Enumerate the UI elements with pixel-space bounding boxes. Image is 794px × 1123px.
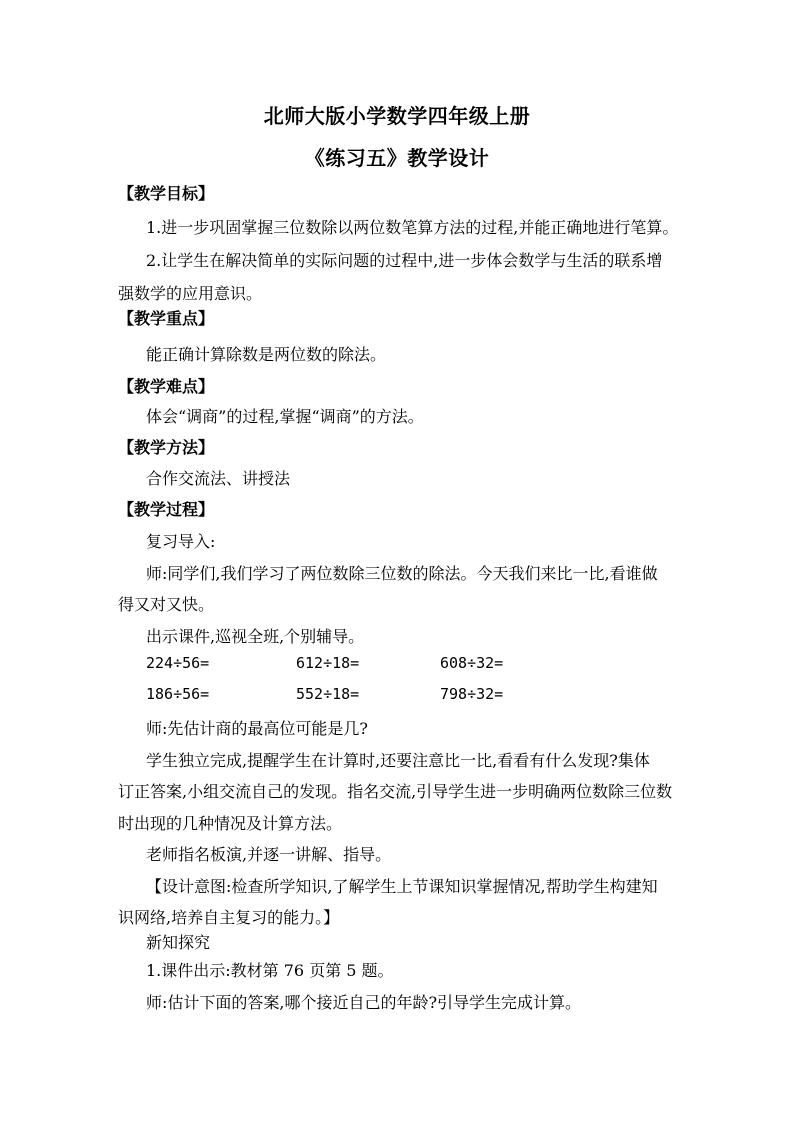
document-title: 北师大版小学数学四年级上册 [263,104,531,128]
calc-1-3: 608÷32= [440,654,504,672]
teacher-line-1a: 师:同学们,我们学习了两位数除三位数的除法。今天我们来比一比,看谁做 [146,564,658,583]
item-1: 1.课件出示:教材第 76 页第 5 题。 [146,961,394,980]
design-intent-line-2: 识网络,培养自主复习的能力。】 [118,908,340,927]
calc-1-1: 224÷56= [146,654,210,672]
review-intro: 复习导入: [146,532,216,551]
process-heading: 【教学过程】 [118,500,215,519]
document-subtitle: 《练习五》教学设计 [304,146,490,170]
teacher-line-1b: 得又对又快。 [118,595,215,614]
calc-2-2: 552÷18= [296,685,360,703]
new-knowledge-heading: 新知探究 [146,933,211,952]
teacher-line-3: 老师指名板演,并逐一讲解、指导。 [146,845,392,864]
method-heading: 【教学方法】 [118,438,215,457]
difficulty-heading: 【教学难点】 [118,377,215,396]
teacher-line-2: 师:先估计商的最高位可能是几? [146,719,368,738]
objective-2-line2: 强数学的应用意识。 [118,284,263,303]
student-line-3: 时出现的几种情况及计算方法。 [118,814,343,833]
student-line-2: 订正答案,小组交流自己的发现。指名交流,引导学生进一步明确两位数除三位数 [118,782,673,801]
key-heading: 【教学重点】 [118,309,215,328]
teacher-line-4: 师:估计下面的答案,哪个接近自己的年龄?引导学生完成计算。 [146,993,582,1012]
method-text: 合作交流法、讲授法 [146,469,291,488]
show-courseware: 出示课件,巡视全班,个别辅导。 [146,627,365,646]
objectives-heading: 【教学目标】 [118,184,215,203]
key-text: 能正确计算除数是两位数的除法。 [146,345,387,364]
objective-2-line1: 2.让学生在解决简单的实际问题的过程中,进一步体会数学与生活的联系增 [146,251,663,270]
calc-1-2: 612÷18= [296,654,360,672]
student-line-1: 学生独立完成,提醒学生在计算时,还要注意比一比,看看有什么发现?集体 [146,751,650,770]
design-intent-line-1: 【设计意图:检查所学知识,了解学生上节课知识掌握情况,帮助学生构建知 [146,877,658,896]
calc-2-1: 186÷56= [146,685,210,703]
objective-1: 1.进一步巩固掌握三位数除以两位数笔算方法的过程,并能正确地进行笔算。 [146,218,679,237]
difficulty-text: 体会“调商”的过程,掌握“调商”的方法。 [146,407,424,426]
calc-2-3: 798÷32= [440,685,504,703]
